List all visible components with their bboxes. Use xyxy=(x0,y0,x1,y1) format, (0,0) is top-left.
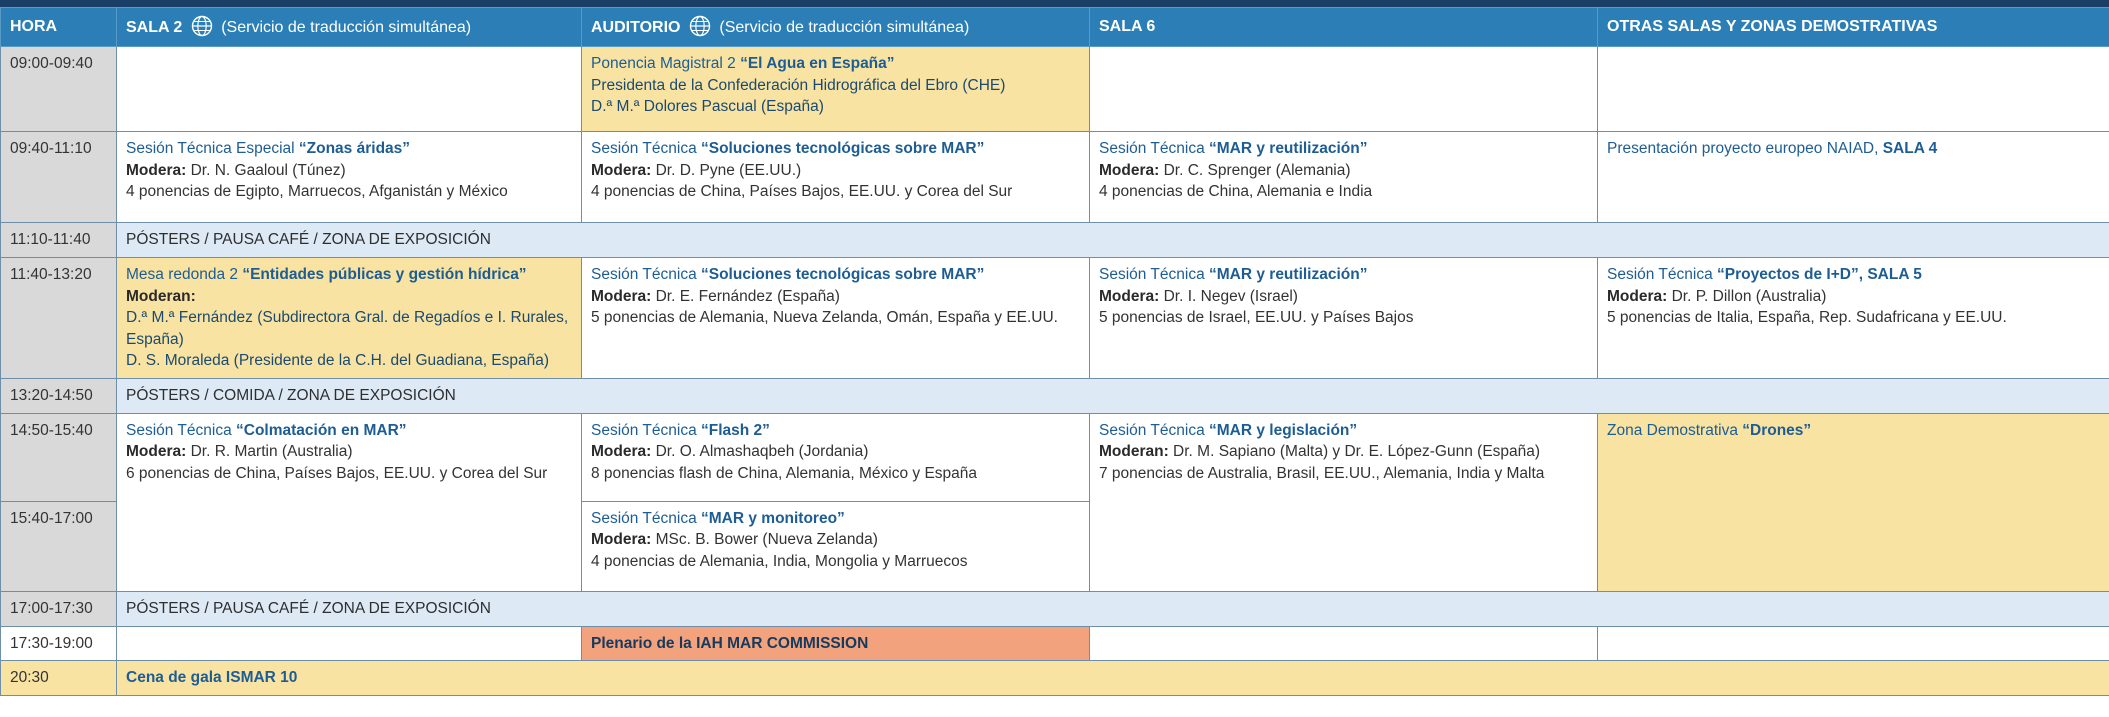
session-title: Zona Demostrativa “Drones” xyxy=(1607,421,1812,439)
top-accent-bar xyxy=(0,0,2109,7)
session-moderator: Modera: Dr. C. Sprenger (Alemania) xyxy=(1099,161,1351,179)
session-cell xyxy=(582,501,1090,591)
time-cell: 11:10-11:40 xyxy=(1,223,117,258)
session-cell xyxy=(582,132,1090,223)
break-cell: PÓSTERS / COMIDA / ZONA DE EXPOSICIÓN xyxy=(117,378,2109,413)
header-sala2 xyxy=(117,8,582,47)
globe-icon xyxy=(689,15,711,37)
time-cell: 13:20-14:50 xyxy=(1,378,117,413)
session-talks: 7 ponencias de Australia, Brasil, EE.UU., Alemania, India y Malta xyxy=(1099,464,1545,482)
gala-title: Cena de gala ISMAR 10 xyxy=(126,669,298,686)
time-cell: 15:40-17:00 xyxy=(1,501,117,591)
session-talks: 4 ponencias de Alemania, India, Mongolia y Marruecos xyxy=(591,552,968,570)
schedule-row xyxy=(1,47,2109,132)
session-cell xyxy=(117,132,582,223)
session-title: Sesión Técnica “Proyectos de I+D”, SALA 5 xyxy=(1607,266,1922,283)
session-cell-empty xyxy=(117,626,582,661)
header-hora-label: HORA xyxy=(10,18,58,36)
session-cell xyxy=(117,413,582,591)
header-row xyxy=(1,8,2109,47)
session-cell-empty xyxy=(1090,47,1598,132)
schedule-row xyxy=(1,258,2109,379)
header-hora xyxy=(1,8,117,47)
session-title: Sesión Técnica “MAR y reutilización” xyxy=(1099,266,1368,283)
session-title: Sesión Técnica Especial “Zonas áridas” xyxy=(126,140,411,157)
session-talks: 5 ponencias de Alemania, Nueva Zelanda, Omán, España y EE.UU. xyxy=(591,309,1058,326)
schedule-row xyxy=(1,413,2109,501)
session-moderator: Modera: Dr. D. Pyne (EE.UU.) xyxy=(591,161,802,179)
session-title: Sesión Técnica “MAR y monitoreo” xyxy=(591,509,845,527)
session-cell-empty xyxy=(117,47,582,132)
break-row xyxy=(1,378,2109,413)
session-moderator: Moderan: xyxy=(126,287,196,305)
session-title: Presentación proyecto europeo NAIAD, SALA 4 xyxy=(1607,140,1938,157)
session-talks: 8 ponencias flash de China, Alemania, México y España xyxy=(591,464,978,482)
session-cell-empty xyxy=(1598,626,2109,661)
session-talks: 4 ponencias de China, Alemania e India xyxy=(1099,183,1373,200)
break-row xyxy=(1,591,2109,626)
schedule-row xyxy=(1,132,2109,223)
header-auditorio-label: AUDITORIO xyxy=(591,19,681,37)
session-cell xyxy=(582,258,1090,379)
time-cell: 20:30 xyxy=(1,661,117,696)
time-cell: 09:00-09:40 xyxy=(1,47,117,132)
time-cell: 17:30-19:00 xyxy=(1,626,117,661)
session-title: Sesión Técnica “Flash 2” xyxy=(591,421,770,439)
session-cell xyxy=(117,258,582,379)
session-moderator: Modera: Dr. R. Martin (Australia) xyxy=(126,443,353,460)
time-cell: 17:00-17:30 xyxy=(1,591,117,626)
session-cell xyxy=(1090,132,1598,223)
session-detail: D.ª M.ª Fernández (Subdirectora Gral. de Regadíos e I. Rurales, España) xyxy=(126,309,569,348)
session-cell-empty xyxy=(1090,626,1598,661)
session-moderator: Modera: MSc. B. Bower (Nueva Zelanda) xyxy=(591,531,878,548)
session-title: Sesión Técnica “Colmatación en MAR” xyxy=(126,421,407,439)
header-sala2-note: (Servicio de traducción simultánea) xyxy=(221,19,472,37)
session-moderator: Modera: Dr. O. Almashaqbeh (Jordania) xyxy=(591,443,869,460)
header-auditorio-note: (Servicio de traducción simultánea) xyxy=(719,19,970,37)
session-detail: Presidenta de la Confederación Hidrográfica del Ebro (CHE) xyxy=(591,76,1006,94)
plenary-title: Plenario de la IAH MAR COMMISSION xyxy=(591,634,869,652)
session-cell xyxy=(582,413,1090,501)
session-talks: 4 ponencias de China, Países Bajos, EE.UU. y Corea del Sur xyxy=(591,183,1013,200)
session-moderator: Modera: Dr. E. Fernández (España) xyxy=(591,287,840,305)
session-talks: 6 ponencias de China, Países Bajos, EE.UU. y Corea del Sur xyxy=(126,464,548,482)
session-cell xyxy=(582,47,1090,132)
session-title: Sesión Técnica “Soluciones tecnológicas sobre MAR” xyxy=(591,266,985,283)
session-talks: 5 ponencias de Israel, EE.UU. y Países Bajos xyxy=(1099,309,1414,326)
schedule-row xyxy=(1,626,2109,661)
session-moderator: Modera: Dr. P. Dillon (Australia) xyxy=(1607,287,1827,305)
session-detail: D. S. Moraleda (Presidente de la C.H. del Guadiana, España) xyxy=(126,352,550,369)
session-cell xyxy=(1090,258,1598,379)
session-cell xyxy=(1598,413,2109,591)
header-otras xyxy=(1598,8,2109,47)
session-title: Sesión Técnica “Soluciones tecnológicas sobre MAR” xyxy=(591,140,985,157)
session-talks: 5 ponencias de Italia, España, Rep. Sudafricana y EE.UU. xyxy=(1607,309,2007,326)
header-sala6-label: SALA 6 xyxy=(1099,18,1156,36)
time-cell: 11:40-13:20 xyxy=(1,258,117,379)
header-sala2-label: SALA 2 xyxy=(126,19,183,37)
session-title: Sesión Técnica “MAR y reutilización” xyxy=(1099,140,1368,157)
session-moderator: Modera: Dr. N. Gaaloul (Túnez) xyxy=(126,161,346,179)
session-cell xyxy=(1598,132,2109,223)
session-title: Ponencia Magistral 2 “El Agua en España” xyxy=(591,55,895,72)
session-talks: 4 ponencias de Egipto, Marruecos, Afganistán y México xyxy=(126,183,508,200)
session-cell-empty xyxy=(1598,47,2109,132)
session-detail: D.ª M.ª Dolores Pascual (España) xyxy=(591,98,824,115)
header-auditorio xyxy=(582,8,1090,47)
time-cell: 14:50-15:40 xyxy=(1,413,117,501)
session-title: Sesión Técnica “MAR y legislación” xyxy=(1099,421,1358,439)
session-cell xyxy=(582,626,1090,661)
schedule-row xyxy=(1,661,2109,696)
header-otras-label: OTRAS SALAS Y ZONAS DEMOSTRATIVAS xyxy=(1607,18,1938,36)
break-cell: PÓSTERS / PAUSA CAFÉ / ZONA DE EXPOSICIÓN xyxy=(117,591,2109,626)
session-title: Mesa redonda 2 “Entidades públicas y gestión hídrica” xyxy=(126,266,527,283)
break-row xyxy=(1,223,2109,258)
session-moderator: Moderan: Dr. M. Sapiano (Malta) y Dr. E. López-Gunn (España) xyxy=(1099,443,1541,460)
session-cell xyxy=(1598,258,2109,379)
time-cell: 09:40-11:10 xyxy=(1,132,117,223)
session-moderator: Modera: Dr. I. Negev (Israel) xyxy=(1099,287,1298,305)
gala-cell xyxy=(117,661,2109,696)
break-cell: PÓSTERS / PAUSA CAFÉ / ZONA DE EXPOSICIÓN xyxy=(117,223,2109,258)
schedule-table xyxy=(0,7,2109,696)
session-cell xyxy=(1090,413,1598,591)
header-sala6 xyxy=(1090,8,1598,47)
globe-icon xyxy=(191,15,213,37)
